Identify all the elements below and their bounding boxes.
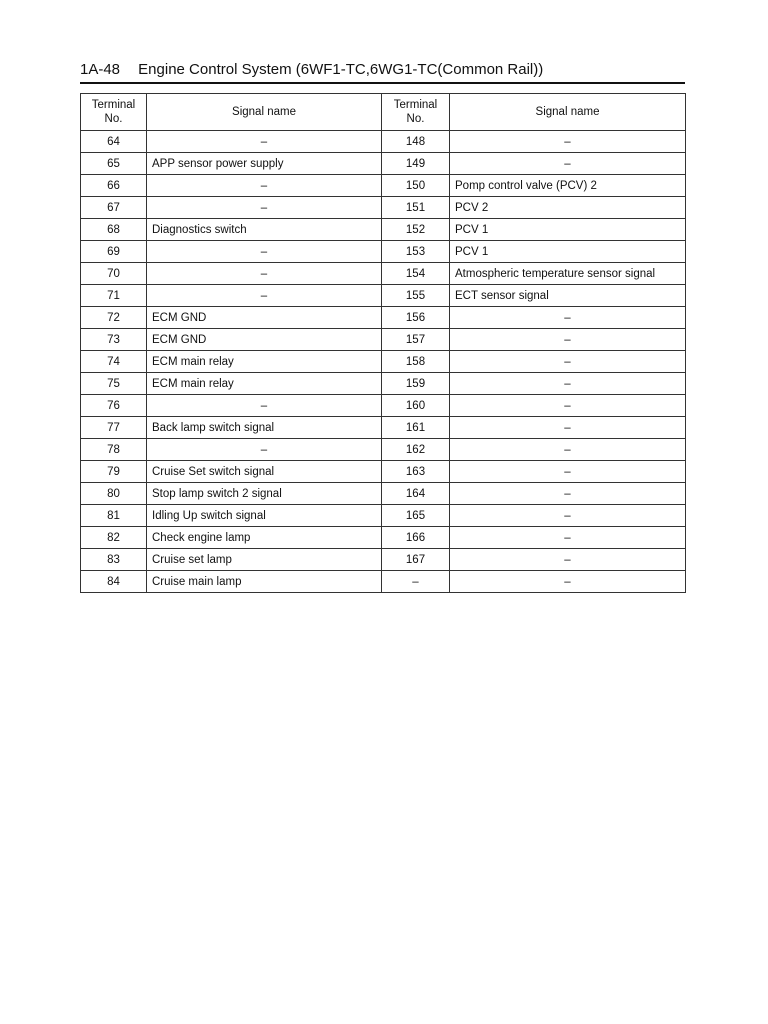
cell-terminal-no-left: 78 bbox=[81, 439, 147, 461]
cell-terminal-no-right: 156 bbox=[382, 307, 450, 329]
cell-terminal-no-right: 150 bbox=[382, 175, 450, 197]
cell-terminal-no-left: 73 bbox=[81, 329, 147, 351]
cell-signal-name-right: – bbox=[450, 153, 686, 175]
table-row bbox=[81, 549, 686, 571]
cell-signal-name-right: – bbox=[450, 329, 686, 351]
cell-signal-name-left: Idling Up switch signal bbox=[147, 505, 382, 527]
table-row bbox=[81, 329, 686, 351]
cell-signal-name-right: PCV 2 bbox=[450, 197, 686, 219]
cell-terminal-no-left: 74 bbox=[81, 351, 147, 373]
table-row bbox=[81, 373, 686, 395]
page-header bbox=[80, 61, 543, 78]
table-row bbox=[81, 439, 686, 461]
table-row bbox=[81, 197, 686, 219]
page-number: 1A-48 bbox=[80, 61, 121, 78]
cell-signal-name-left: – bbox=[147, 175, 382, 197]
table-row bbox=[81, 307, 686, 329]
cell-terminal-no-right: 166 bbox=[382, 527, 450, 549]
table-row bbox=[81, 263, 686, 285]
cell-signal-name-left: ECM main relay bbox=[147, 351, 382, 373]
cell-terminal-no-right: 157 bbox=[382, 329, 450, 351]
table-row bbox=[81, 131, 686, 153]
table-row bbox=[81, 175, 686, 197]
cell-terminal-no-right: 148 bbox=[382, 131, 450, 153]
table-row bbox=[81, 153, 686, 175]
cell-terminal-no-left: 76 bbox=[81, 395, 147, 417]
cell-terminal-no-right: 160 bbox=[382, 395, 450, 417]
cell-signal-name-left: – bbox=[147, 131, 382, 153]
cell-terminal-no-left: 69 bbox=[81, 241, 147, 263]
cell-signal-name-left: ECM main relay bbox=[147, 373, 382, 395]
cell-signal-name-left: – bbox=[147, 439, 382, 461]
cell-signal-name-left: Diagnostics switch bbox=[147, 219, 382, 241]
cell-signal-name-left: – bbox=[147, 263, 382, 285]
table-row bbox=[81, 505, 686, 527]
cell-terminal-no-left: 72 bbox=[81, 307, 147, 329]
table-row bbox=[81, 461, 686, 483]
cell-signal-name-left: – bbox=[147, 241, 382, 263]
cell-terminal-no-left: 75 bbox=[81, 373, 147, 395]
cell-signal-name-left: Cruise set lamp bbox=[147, 549, 382, 571]
cell-terminal-no-right: 152 bbox=[382, 219, 450, 241]
column-header-terminal-no-left: Terminal No. bbox=[81, 94, 147, 131]
cell-signal-name-right: PCV 1 bbox=[450, 219, 686, 241]
cell-signal-name-left: ECM GND bbox=[147, 307, 382, 329]
cell-signal-name-left: – bbox=[147, 197, 382, 219]
header-rule bbox=[80, 82, 685, 84]
cell-terminal-no-right: 165 bbox=[382, 505, 450, 527]
cell-terminal-no-left: 64 bbox=[81, 131, 147, 153]
table-row bbox=[81, 571, 686, 593]
cell-terminal-no-right: 158 bbox=[382, 351, 450, 373]
cell-terminal-no-right: 154 bbox=[382, 263, 450, 285]
cell-signal-name-left: – bbox=[147, 285, 382, 307]
column-header-terminal-no-right: Terminal No. bbox=[382, 94, 450, 131]
cell-terminal-no-left: 66 bbox=[81, 175, 147, 197]
table-row bbox=[81, 483, 686, 505]
cell-signal-name-right: PCV 1 bbox=[450, 241, 686, 263]
cell-signal-name-left: APP sensor power supply bbox=[147, 153, 382, 175]
cell-terminal-no-left: 81 bbox=[81, 505, 147, 527]
cell-terminal-no-left: 68 bbox=[81, 219, 147, 241]
table-row bbox=[81, 219, 686, 241]
cell-signal-name-right: – bbox=[450, 395, 686, 417]
cell-signal-name-left: Check engine lamp bbox=[147, 527, 382, 549]
cell-signal-name-right: – bbox=[450, 373, 686, 395]
cell-signal-name-right: – bbox=[450, 351, 686, 373]
cell-terminal-no-right: 159 bbox=[382, 373, 450, 395]
cell-terminal-no-left: 83 bbox=[81, 549, 147, 571]
cell-terminal-no-left: 65 bbox=[81, 153, 147, 175]
cell-signal-name-right: Atmospheric temperature sensor signal bbox=[450, 263, 686, 285]
cell-terminal-no-right: 162 bbox=[382, 439, 450, 461]
cell-signal-name-left: Stop lamp switch 2 signal bbox=[147, 483, 382, 505]
cell-terminal-no-right: 164 bbox=[382, 483, 450, 505]
cell-signal-name-right: – bbox=[450, 307, 686, 329]
terminal-signal-table bbox=[80, 93, 686, 593]
cell-signal-name-left: ECM GND bbox=[147, 329, 382, 351]
cell-signal-name-right: – bbox=[450, 439, 686, 461]
page-title: Engine Control System (6WF1-TC,6WG1-TC(Common Rail)) bbox=[138, 61, 544, 78]
cell-terminal-no-left: 79 bbox=[81, 461, 147, 483]
cell-terminal-no-right: 149 bbox=[382, 153, 450, 175]
cell-signal-name-right: – bbox=[450, 131, 686, 153]
cell-signal-name-left: Back lamp switch signal bbox=[147, 417, 382, 439]
cell-terminal-no-right: 161 bbox=[382, 417, 450, 439]
table-row bbox=[81, 395, 686, 417]
cell-terminal-no-right: – bbox=[382, 571, 450, 593]
cell-terminal-no-left: 67 bbox=[81, 197, 147, 219]
table-row bbox=[81, 241, 686, 263]
cell-terminal-no-right: 163 bbox=[382, 461, 450, 483]
cell-signal-name-right: – bbox=[450, 527, 686, 549]
cell-terminal-no-right: 151 bbox=[382, 197, 450, 219]
cell-terminal-no-left: 82 bbox=[81, 527, 147, 549]
header-row bbox=[81, 94, 686, 131]
cell-terminal-no-right: 167 bbox=[382, 549, 450, 571]
cell-signal-name-left: – bbox=[147, 395, 382, 417]
table-body bbox=[81, 131, 686, 593]
cell-terminal-no-left: 70 bbox=[81, 263, 147, 285]
cell-signal-name-left: Cruise Set switch signal bbox=[147, 461, 382, 483]
cell-terminal-no-left: 71 bbox=[81, 285, 147, 307]
cell-signal-name-right: Pomp control valve (PCV) 2 bbox=[450, 175, 686, 197]
cell-signal-name-right: – bbox=[450, 505, 686, 527]
cell-signal-name-right: – bbox=[450, 417, 686, 439]
cell-signal-name-left: Cruise main lamp bbox=[147, 571, 382, 593]
table-row bbox=[81, 527, 686, 549]
cell-terminal-no-left: 77 bbox=[81, 417, 147, 439]
cell-terminal-no-right: 153 bbox=[382, 241, 450, 263]
cell-signal-name-right: – bbox=[450, 461, 686, 483]
table-row bbox=[81, 285, 686, 307]
cell-signal-name-right: ECT sensor signal bbox=[450, 285, 686, 307]
cell-terminal-no-left: 80 bbox=[81, 483, 147, 505]
table-row bbox=[81, 351, 686, 373]
cell-signal-name-right: – bbox=[450, 571, 686, 593]
column-header-signal-name-left: Signal name bbox=[147, 94, 382, 131]
column-header-signal-name-right: Signal name bbox=[450, 94, 686, 131]
table-header bbox=[81, 94, 686, 131]
table-row bbox=[81, 417, 686, 439]
cell-signal-name-right: – bbox=[450, 549, 686, 571]
cell-terminal-no-left: 84 bbox=[81, 571, 147, 593]
cell-signal-name-right: – bbox=[450, 483, 686, 505]
cell-terminal-no-right: 155 bbox=[382, 285, 450, 307]
